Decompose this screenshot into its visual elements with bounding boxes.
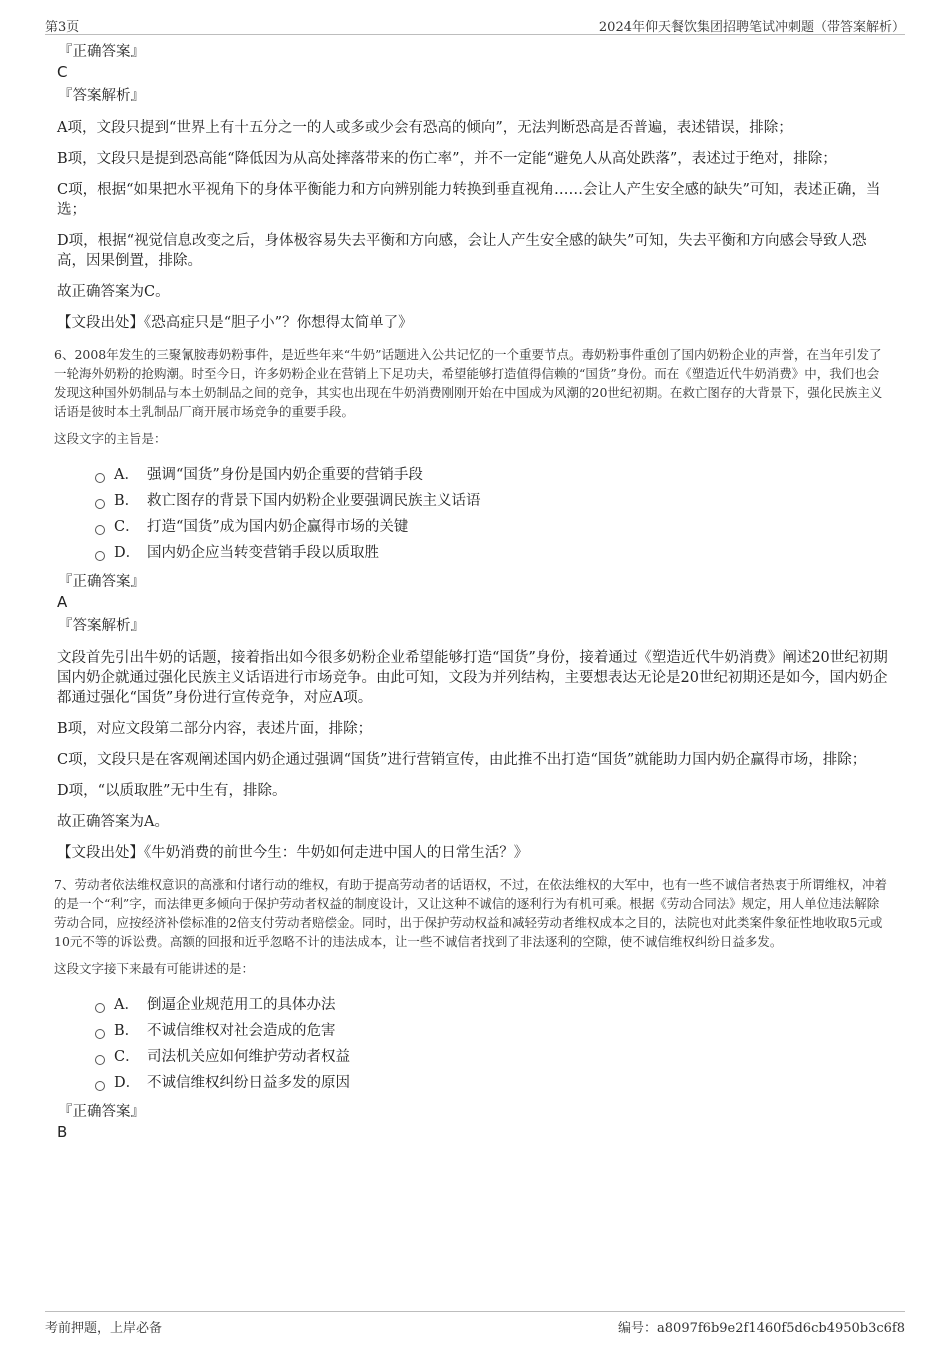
q6-conclusion: 故正确答案为A。 <box>57 814 169 830</box>
option-text: 救亡图存的背景下国内奶粉企业要强调民族主义话语 <box>147 493 481 509</box>
q7-option-a[interactable] <box>95 992 890 1018</box>
document-title: 2024年仰天餐饮集团招聘笔试冲刺题（带答案解析） <box>598 20 905 35</box>
q5-analysis-a: A项，文段只提到“世界上有十五分之一的人或多或少会有恐高的倾向”，无法判断恐高是否普遍，表述错误，排除； <box>57 120 793 136</box>
option-text: 国内奶企应当转变营销手段以质取胜 <box>147 545 379 561</box>
q5-answer-label: 『正确答案』 <box>58 44 145 60</box>
q6-option-d[interactable] <box>95 540 890 566</box>
radio-icon[interactable] <box>95 551 105 561</box>
option-letter: D． <box>114 545 141 561</box>
q7-answer-label: 『正确答案』 <box>58 1104 145 1120</box>
page-content <box>54 42 890 1146</box>
page-number: 第3页 <box>45 20 80 35</box>
q5-source: 【文段出处】《恐高症只是“胆子小”？你想得太简单了》 <box>57 315 413 331</box>
option-letter: A． <box>114 997 139 1013</box>
page-footer <box>45 1311 905 1334</box>
option-letter: C． <box>114 519 140 535</box>
option-text: 打造“国货”成为国内奶企赢得市场的关键 <box>147 519 409 535</box>
option-letter: D． <box>114 1075 141 1091</box>
option-letter: B． <box>114 1023 140 1039</box>
option-letter: B． <box>114 493 140 509</box>
q6-answer-label: 『正确答案』 <box>58 574 145 590</box>
radio-icon[interactable] <box>95 1055 105 1065</box>
q7-prompt: 这段文字接下来最有可能讲述的是： <box>54 961 255 976</box>
q6-analysis-label: 『答案解析』 <box>58 618 145 634</box>
option-text: 不诚信维权对社会造成的危害 <box>147 1023 336 1039</box>
q5-analysis-c: C项，根据“如果把水平视角下的身体平衡能力和方向辨别能力转换到垂直视角……会让人产生安全感的缺失”可知，表述正确，当选； <box>57 182 881 218</box>
radio-icon[interactable] <box>95 1003 105 1013</box>
q6-source: 【文段出处】《牛奶消费的前世今生：牛奶如何走进中国人的日常生活？》 <box>57 845 529 861</box>
q6-option-b[interactable] <box>95 488 890 514</box>
q5-analysis-d: D项，根据“视觉信息改变之后，身体极容易失去平衡和方向感，会让人产生安全感的缺失”可知，失去平衡和方向感会导致人恐高，因果倒置，排除。 <box>57 233 867 269</box>
q6-analysis-d: D项，“以质取胜”无中生有，排除。 <box>57 783 287 799</box>
q7-answer: B <box>57 1123 68 1141</box>
q5-analysis-label: 『答案解析』 <box>58 88 145 104</box>
q6-option-c[interactable] <box>95 514 890 540</box>
q5-analysis-b: B项，文段只是提到恐高能“降低因为从高处摔落带来的伤亡率”，并不一定能“避免人从高处跌落”，表述过于绝对，排除； <box>57 151 837 167</box>
q5-conclusion: 故正确答案为C。 <box>57 284 170 300</box>
q6-option-a[interactable] <box>95 462 890 488</box>
q7-option-b[interactable] <box>95 1018 890 1044</box>
radio-icon[interactable] <box>95 1029 105 1039</box>
footer-slogan: 考前押题，上岸必备 <box>45 1321 163 1336</box>
radio-icon[interactable] <box>95 525 105 535</box>
q7-option-c[interactable] <box>95 1044 890 1070</box>
option-text: 不诚信维权纠纷日益多发的原因 <box>147 1075 350 1091</box>
q6-analysis-c: C项，文段只是在客观阐述国内奶企通过强调“国货”进行营销宣传，由此推不出打造“国货”就能助力国内奶企赢得市场，排除； <box>57 752 867 768</box>
q6-analysis-b: B项，对应文段第二部分内容，表述片面，排除； <box>57 721 373 737</box>
option-letter: C． <box>114 1049 140 1065</box>
q7-options <box>95 992 890 1096</box>
page-header <box>45 14 905 35</box>
q6-prompt: 这段文字的主旨是： <box>54 431 167 446</box>
q6-stem: 6、2008年发生的三聚氰胺毒奶粉事件，是近些年来“牛奶”话题进入公共记忆的一个重要节点。毒奶粉事件重创了国内奶粉企业的声誉，在当年引发了一轮海外奶粉的抢购潮。时至今日，许多奶粉企业在营销上下足功夫，希望能够打造值得信赖的“国货”身份。而在《塑造近代牛奶消费》中，我们也会发现这种国外奶制品与本土奶制品之间的竞争，其实也出现在牛奶消费刚刚开始在中国成为风潮的20世纪初期。在救亡图存的大背景下，强化民族主义话语是彼时本土乳制品厂商开展市场竞争的重要手段。 <box>54 347 883 419</box>
q7-option-d[interactable] <box>95 1070 890 1096</box>
option-text: 司法机关应如何维护劳动者权益 <box>147 1049 350 1065</box>
radio-icon[interactable] <box>95 473 105 483</box>
radio-icon[interactable] <box>95 1081 105 1091</box>
option-letter: A． <box>114 467 139 483</box>
option-text: 强调“国货”身份是国内奶企重要的营销手段 <box>147 467 423 483</box>
q7-stem: 7、劳动者依法维权意识的高涨和付诸行动的维权，有助于提高劳动者的话语权，不过，在依法维权的大军中，也有一些不诚信者热衷于所谓维权，冲着的是一个“利”字，而法律更多倾向于保护劳动者权益的制度设计，又让这种不诚信的逐利行为有机可乘。根据《劳动合同法》规定，用人单位违法解除劳动合同，应按经济补偿标准的2倍支付劳动者赔偿金。同时，出于保护劳动权益和减轻劳动者维权成本之目的，法院也对此类案件象征性地收取5元或10元不等的诉讼费。高额的回报和近乎忽略不计的违法成本，让一些不诚信者找到了非法逐利的空隙，使不诚信维权纠纷日益多发。 <box>54 877 887 949</box>
q6-answer: A <box>57 593 68 611</box>
q6-options <box>95 462 890 566</box>
document-code: 编号：a8097f6b9e2f1460f5d6cb4950b3c6f8 <box>618 1321 905 1336</box>
radio-icon[interactable] <box>95 499 105 509</box>
q6-analysis-main: 文段首先引出牛奶的话题，接着指出如今很多奶粉企业希望能够打造“国货”身份，接着通过《塑造近代牛奶消费》阐述20世纪初期国内奶企就通过强化民族主义话语进行市场竞争。由此可知，文段为并列结构，主要想表达无论是20世纪初期还是如今，国内奶企都通过强化“国货”身份进行宣传竞争，对应A项。 <box>57 650 888 706</box>
q5-answer: C <box>57 63 68 81</box>
option-text: 倒逼企业规范用工的具体办法 <box>147 997 336 1013</box>
